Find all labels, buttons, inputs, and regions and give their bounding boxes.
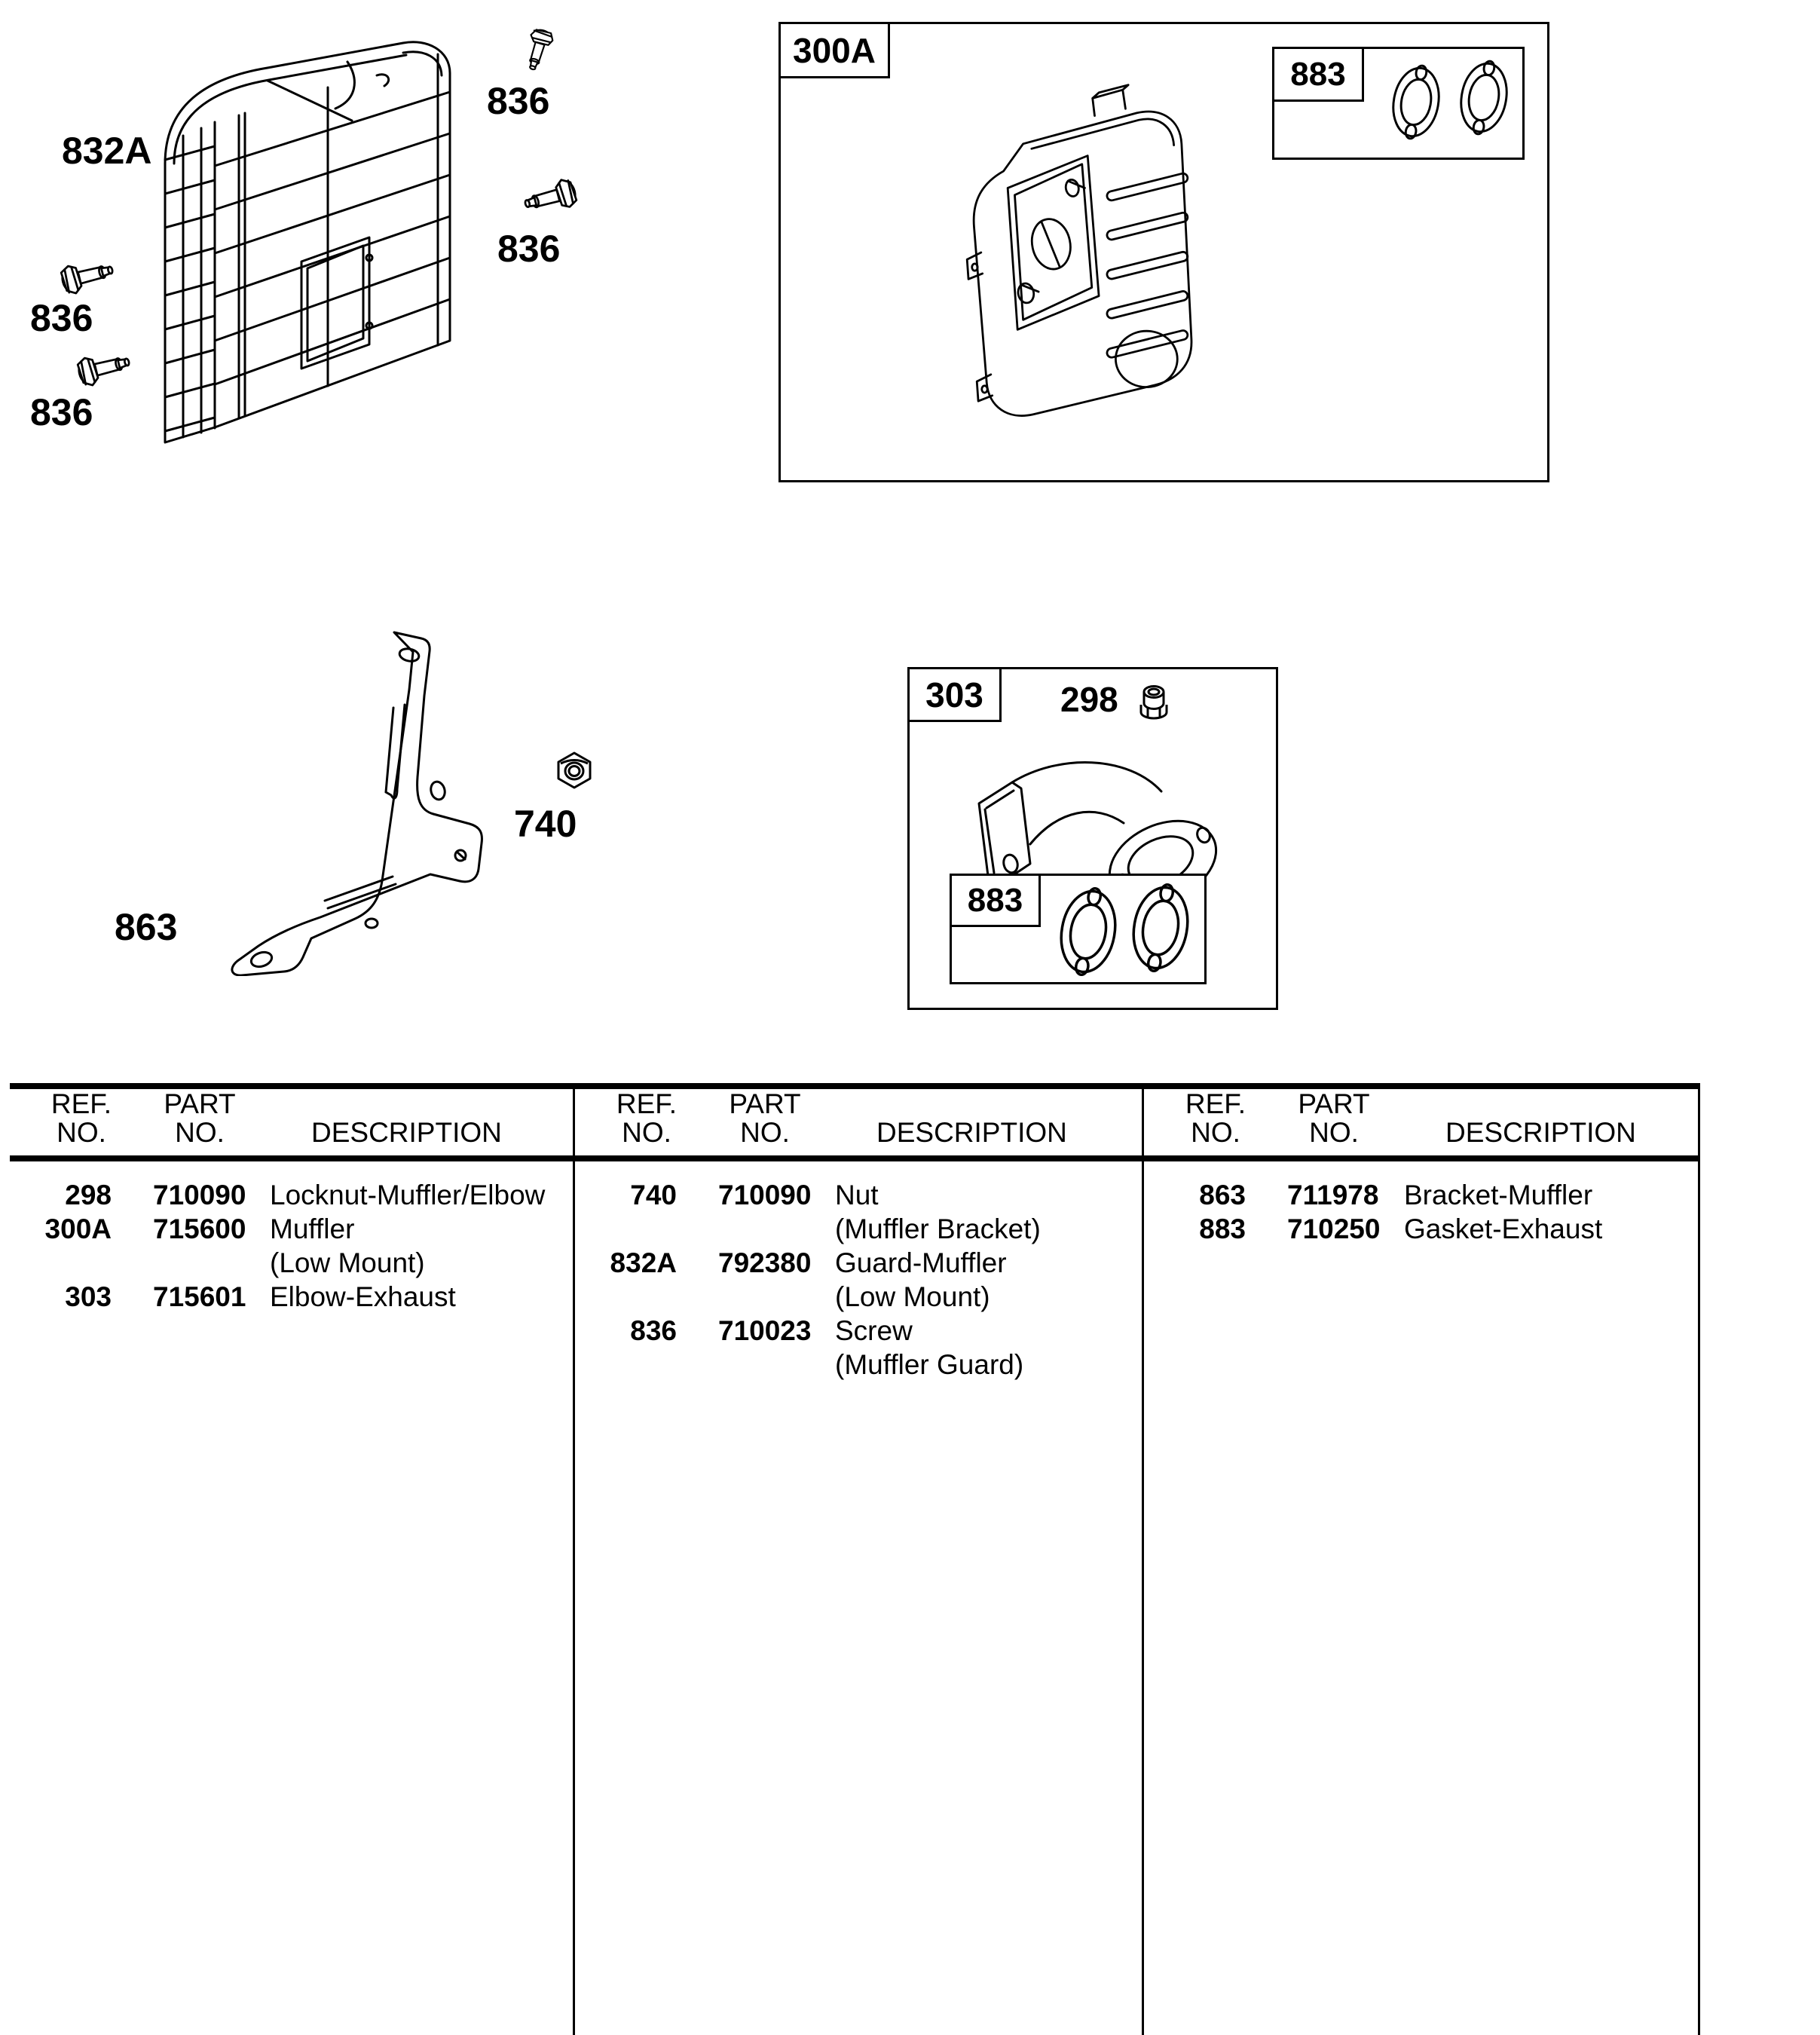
hex-screw-icon <box>71 342 137 393</box>
screw-ref-label: 836 <box>497 228 561 270</box>
screw-ref-label: 836 <box>30 297 93 339</box>
table-column <box>10 1083 573 2035</box>
desc-cell: Muffler <box>270 1213 355 1244</box>
hex-screw-icon <box>517 172 583 223</box>
part-cell: 715601 <box>153 1281 246 1312</box>
ref-cell: 298 <box>65 1180 112 1210</box>
locknut-ref-label: 298 <box>1060 680 1118 719</box>
callout-ref-cell: 883 <box>952 876 1041 927</box>
part-cell: 792380 <box>718 1247 812 1278</box>
header-part-no: NO. <box>740 1117 790 1148</box>
elbow-callout-box <box>907 667 1278 1010</box>
desc-cell: Guard-Muffler <box>835 1247 1007 1278</box>
screw-ref-label: 836 <box>487 80 550 122</box>
callout-ref-cell: 303 <box>910 669 1002 722</box>
desc-cell: Bracket-Muffler <box>1404 1180 1593 1210</box>
ref-cell: 836 <box>630 1315 677 1346</box>
exhaust-gasket-icon <box>1387 63 1445 142</box>
header-ref-no: NO. <box>622 1117 671 1148</box>
muffler-guard-drawing <box>154 9 479 454</box>
muffler-drawing <box>939 75 1240 430</box>
hex-screw-icon <box>517 23 559 77</box>
guard-ref-label: 832A <box>62 130 152 172</box>
header-ref-no: NO. <box>1191 1117 1240 1148</box>
exhaust-gasket-icon <box>1054 885 1122 978</box>
muffler-callout-box <box>778 22 1549 482</box>
gasket-callout-box <box>950 874 1207 984</box>
part-cell: 710023 <box>718 1315 812 1346</box>
ref-cell: 883 <box>1199 1213 1246 1244</box>
part-cell: 710250 <box>1287 1213 1381 1244</box>
header-part-no: NO. <box>175 1117 225 1148</box>
part-cell: 711978 <box>1287 1180 1379 1210</box>
header-part-no: NO. <box>1309 1117 1359 1148</box>
bracket-ref-label: 863 <box>115 906 178 948</box>
header-ref: REF. <box>50 1088 112 1119</box>
muffler-bracket-drawing <box>207 629 501 976</box>
ref-cell: 740 <box>630 1180 677 1210</box>
desc-cell: Locknut-Muffler/Elbow <box>270 1180 546 1210</box>
desc-cell: (Muffler Guard) <box>835 1349 1024 1380</box>
header-description: DESCRIPTION <box>311 1117 502 1148</box>
header-description: DESCRIPTION <box>1445 1117 1636 1148</box>
desc-cell: (Low Mount) <box>835 1281 990 1312</box>
bracket-nut-ref-label: 740 <box>514 803 577 845</box>
table-column <box>575 1083 1142 2035</box>
screw-ref-label: 836 <box>30 391 93 433</box>
header-ref: REF. <box>1185 1088 1246 1119</box>
ref-cell: 303 <box>65 1281 112 1312</box>
exhaust-gasket-icon <box>1127 881 1194 975</box>
part-cell: 715600 <box>153 1213 246 1244</box>
gasket-callout-box <box>1272 47 1525 160</box>
part-cell: 710090 <box>153 1180 246 1210</box>
ref-cell: 863 <box>1199 1180 1246 1210</box>
desc-cell: Elbow-Exhaust <box>270 1281 456 1312</box>
callout-ref-cell: 883 <box>1274 49 1364 102</box>
header-description: DESCRIPTION <box>876 1117 1067 1148</box>
ref-cell: 300A <box>44 1213 112 1244</box>
flange-locknut-icon <box>1136 683 1172 725</box>
ref-cell: 832A <box>610 1247 677 1278</box>
table-right-border <box>1698 1083 1700 2035</box>
desc-cell: (Low Mount) <box>270 1247 425 1278</box>
header-part: PART <box>1298 1088 1370 1119</box>
table-column <box>1144 1083 1698 2035</box>
hex-screw-icon <box>54 250 121 301</box>
desc-cell: Screw <box>835 1315 913 1346</box>
hex-nut-icon <box>553 751 595 790</box>
header-part: PART <box>729 1088 801 1119</box>
callout-ref-cell: 300A <box>781 24 890 78</box>
exhaust-gasket-icon <box>1455 58 1513 137</box>
desc-cell: (Muffler Bracket) <box>835 1213 1041 1244</box>
header-part: PART <box>164 1088 236 1119</box>
part-cell: 710090 <box>718 1180 812 1210</box>
desc-cell: Nut <box>835 1180 879 1210</box>
header-ref: REF. <box>616 1088 678 1119</box>
header-ref-no: NO. <box>57 1117 106 1148</box>
desc-cell: Gasket-Exhaust <box>1404 1213 1603 1244</box>
